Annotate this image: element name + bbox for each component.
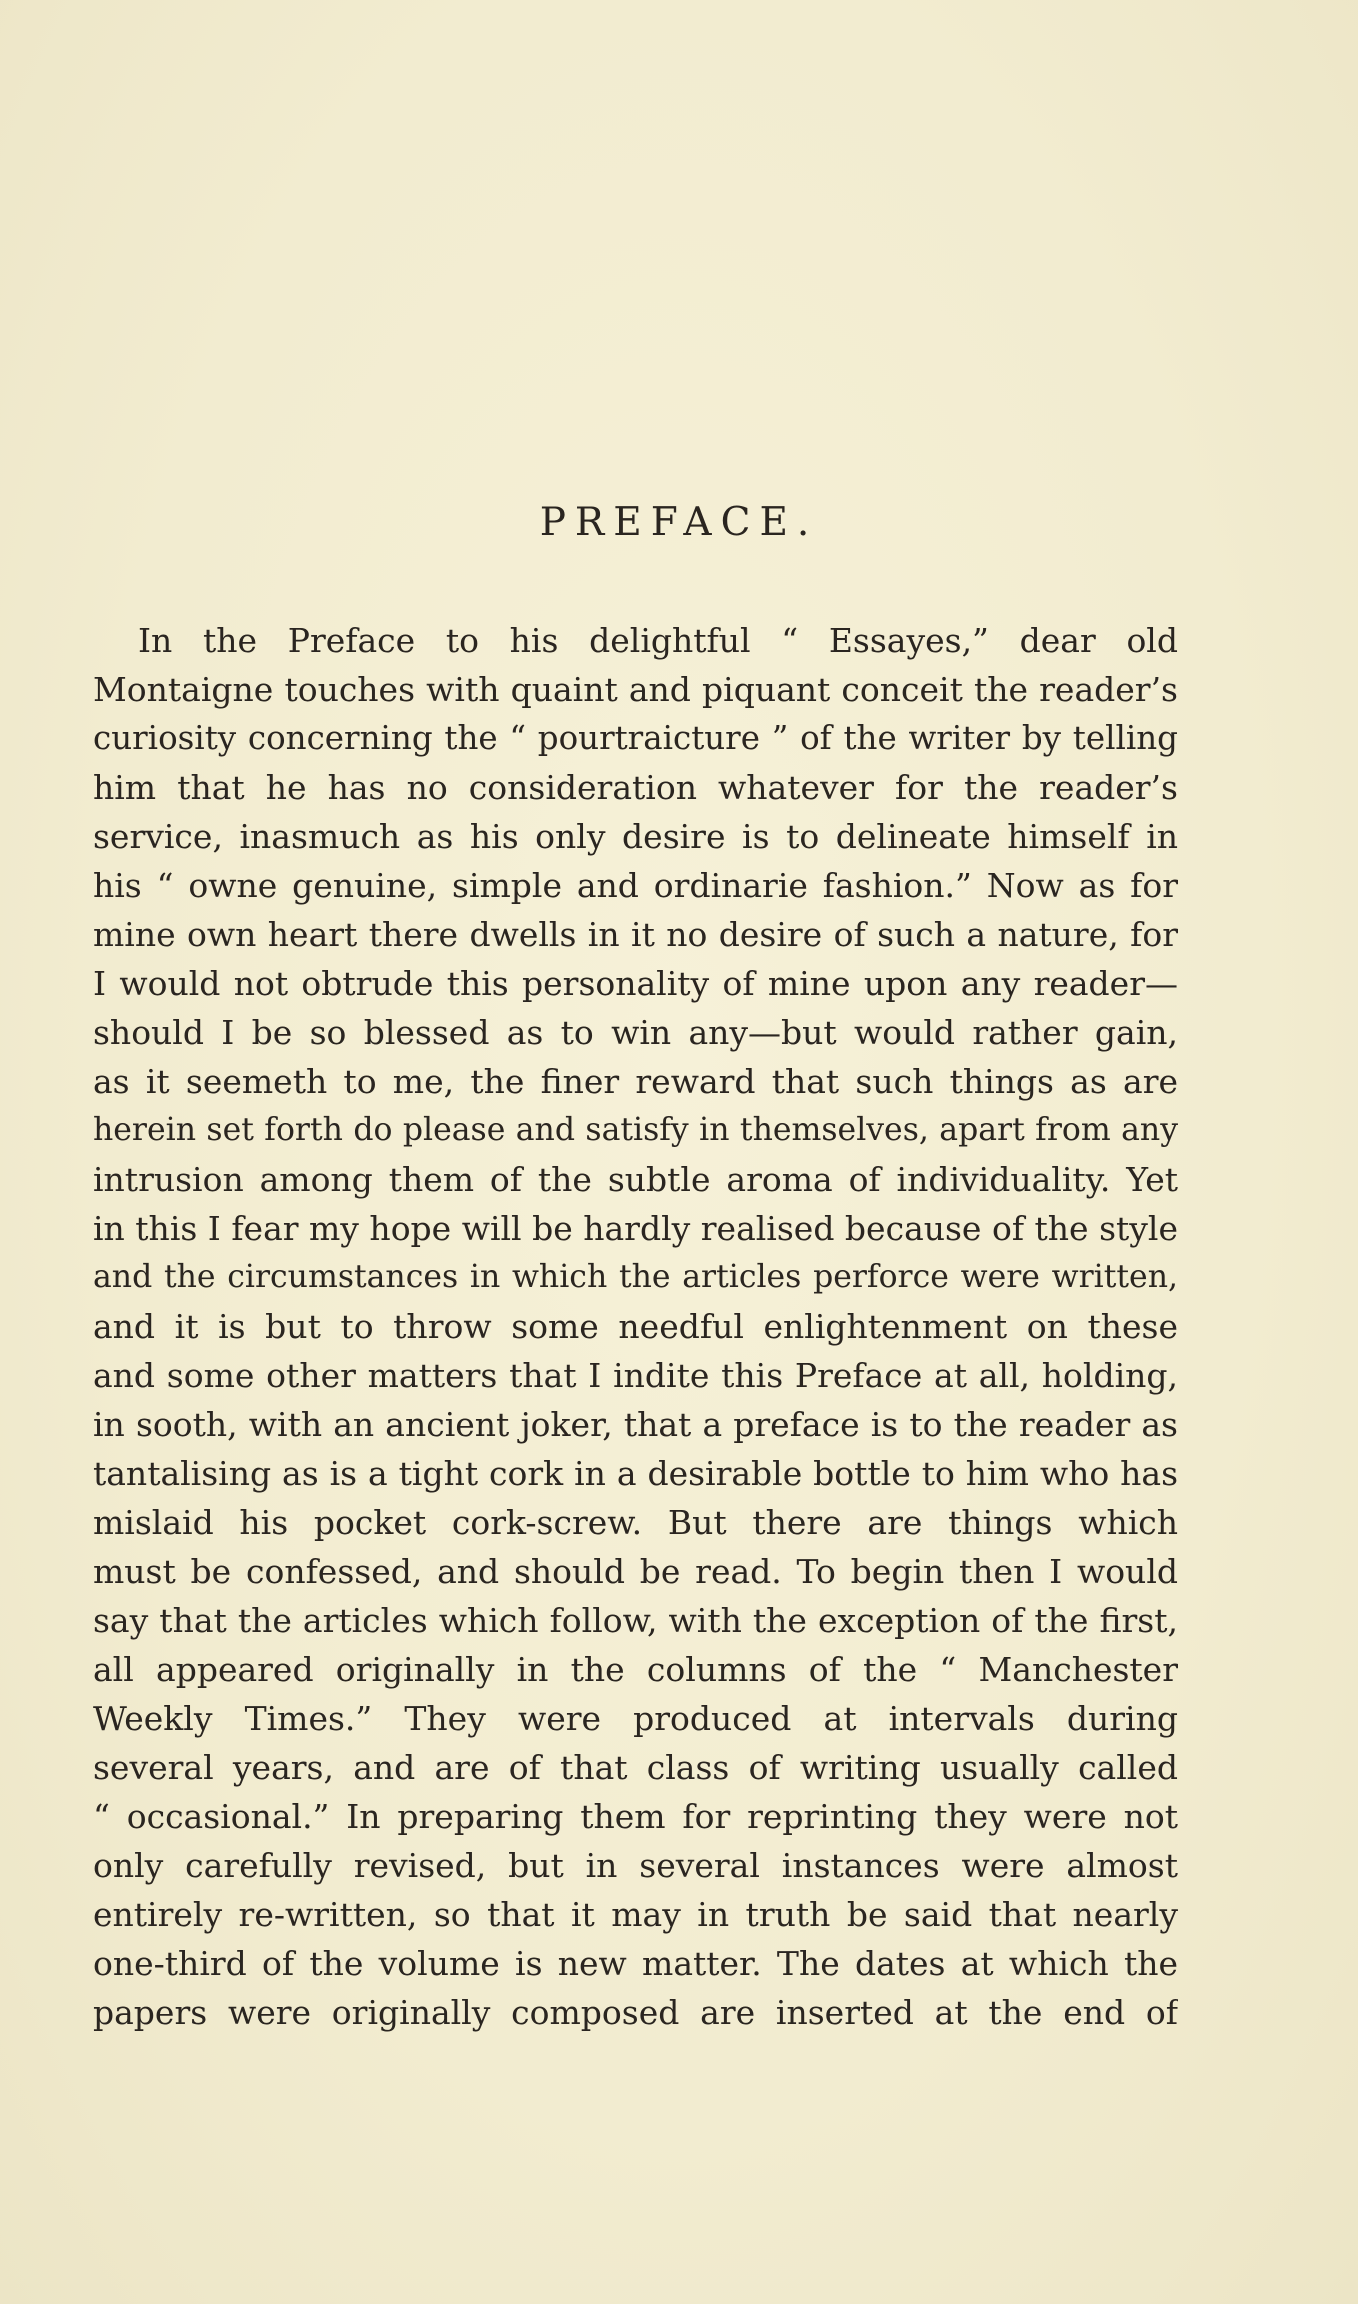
text-line: and it is but to throw some needful enlightenment on these: [93, 1307, 1178, 1346]
text-line: and the circumstances in which the articles perforce were written,: [93, 1259, 1178, 1295]
text-line: several years, and are of that class of writing usually called: [93, 1748, 1178, 1787]
text-line: entirely re-written, so that it may in truth be said that nearly: [93, 1895, 1178, 1934]
text-line: his “ owne genuine, simple and ordinarie fashion.” Now as for: [93, 866, 1178, 905]
text-line: intrusion among them of the subtle aroma of individuality. Yet: [93, 1160, 1178, 1199]
text-line: service, inasmuch as his only desire is to delineate himself in: [93, 817, 1178, 856]
text-line: say that the articles which follow, with the exception of the first,: [93, 1601, 1178, 1640]
text-line: herein set forth do please and satisfy in themselves, apart from any: [93, 1112, 1178, 1148]
text-line: Montaigne touches with quaint and piquant conceit the reader’s: [93, 670, 1178, 709]
page-title: PREFACE.: [539, 500, 819, 545]
text-line: in this I fear my hope will be hardly realised because of the style: [93, 1209, 1178, 1248]
text-line: “ occasional.” In preparing them for reprinting they were not: [93, 1797, 1178, 1836]
text-line: must be confessed, and should be read. To begin then I would: [93, 1552, 1178, 1591]
text-line: Weekly Times.” They were produced at intervals during: [93, 1699, 1178, 1738]
text-line: tantalising as is a tight cork in a desirable bottle to him who has: [93, 1454, 1178, 1493]
text-line: one-third of the volume is new matter. The dates at which the: [93, 1944, 1178, 1983]
text-line: as it seemeth to me, the finer reward that such things as are: [93, 1062, 1178, 1101]
preface-paragraph: [93, 616, 1178, 2037]
text-line: mislaid his pocket cork-screw. But there are things which: [93, 1503, 1178, 1542]
text-line: him that he has no consideration whatever for the reader’s: [93, 768, 1178, 807]
text-line: in sooth, with an ancient joker, that a preface is to the reader as: [93, 1405, 1178, 1444]
text-line: all appeared originally in the columns of the “ Manchester: [93, 1650, 1178, 1689]
text-line: papers were originally composed are inserted at the end of: [93, 1993, 1178, 2032]
text-line: and some other matters that I indite this Preface at all, holding,: [93, 1356, 1178, 1395]
text-line: should I be so blessed as to win any—but would rather gain,: [93, 1013, 1178, 1052]
text-line: I would not obtrude this personality of mine upon any reader—: [93, 964, 1178, 1003]
text-line: mine own heart there dwells in it no desire of such a nature, for: [93, 915, 1178, 954]
text-line: only carefully revised, but in several instances were almost: [93, 1846, 1178, 1885]
text-line: curiosity concerning the “ pourtraicture ” of the writer by telling: [93, 719, 1178, 757]
text-line: In the Preface to his delightful “ Essayes,” dear old: [138, 621, 1178, 660]
